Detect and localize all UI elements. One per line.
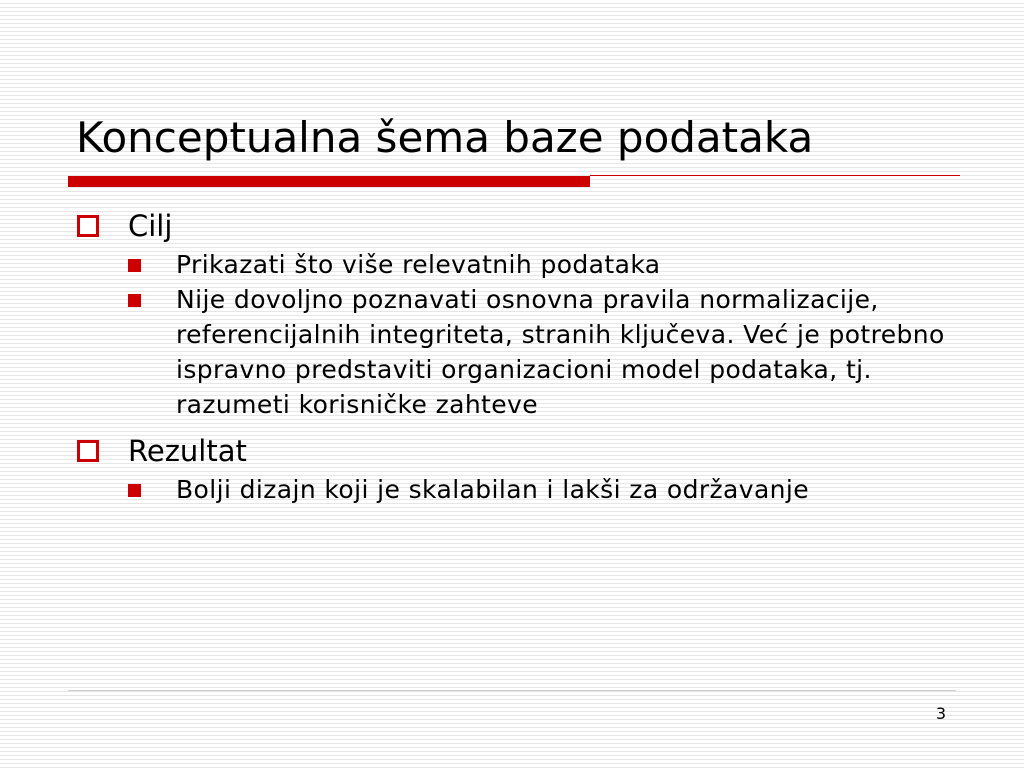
title-underline-thin — [590, 175, 960, 176]
sub-bullet-text: Bolji dizajn koji je skalabilan i lakši za održavanje — [176, 475, 810, 504]
slide-title: Konceptualna šema baze podataka — [76, 113, 814, 162]
bullet-section-cilj — [76, 205, 976, 247]
page-number: 3 — [935, 704, 946, 723]
sub-bullet-text: Nije dovoljno poznavati osnovna pravila normalizacije, referencijalnih integriteta, stranih ključeva. Već je potrebno ispravno predstaviti organizacioni model podataka, tj. razumeti korisničke zahteve — [176, 285, 945, 419]
sub-bullet-item — [128, 472, 976, 507]
sub-bullet-text: Prikazati što više relevatnih podataka — [176, 250, 661, 279]
section-heading: Rezultat — [128, 434, 247, 468]
sub-bullet-item — [128, 282, 976, 422]
sub-bullet-item — [128, 247, 976, 282]
section-heading: Cilj — [128, 209, 173, 243]
filled-square-bullet-icon — [128, 259, 141, 272]
hollow-square-bullet-icon — [77, 440, 99, 462]
slide-content — [76, 205, 976, 507]
title-underline-thick — [68, 176, 590, 187]
filled-square-bullet-icon — [128, 484, 141, 497]
footer-divider — [68, 690, 956, 691]
hollow-square-bullet-icon — [77, 215, 99, 237]
bullet-section-rezultat — [76, 430, 976, 472]
filled-square-bullet-icon — [128, 294, 141, 307]
